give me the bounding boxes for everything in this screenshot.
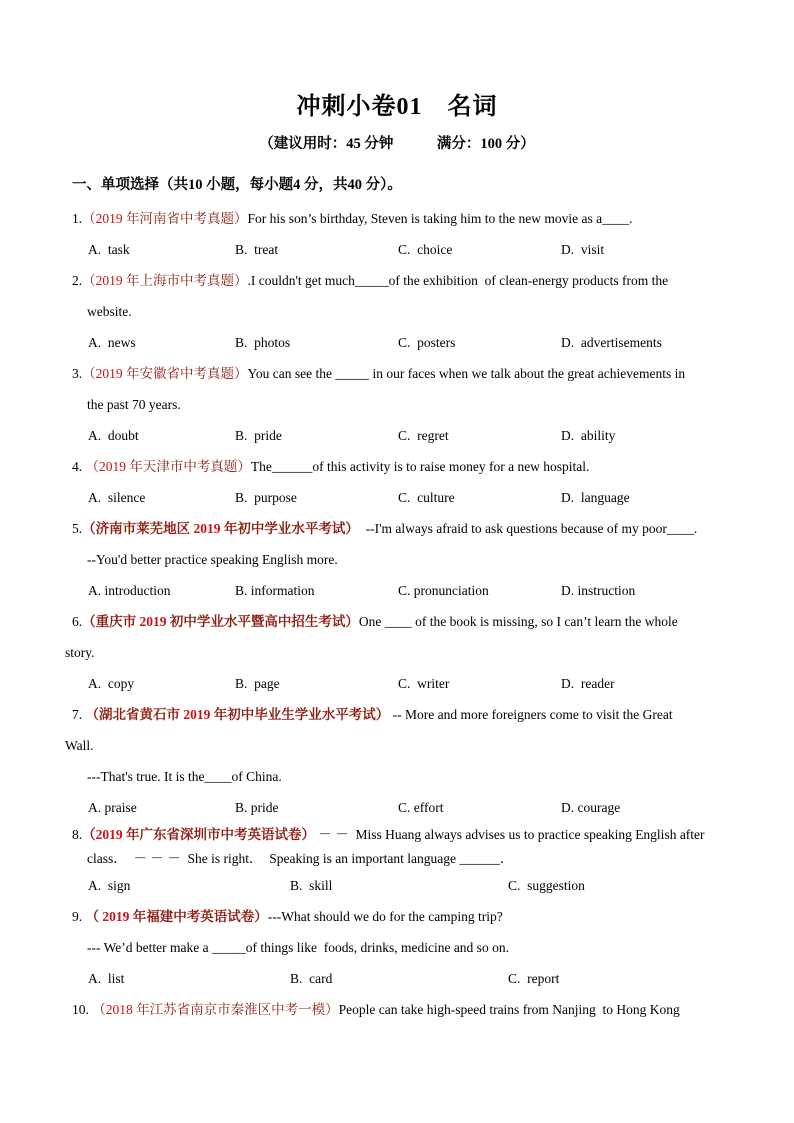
options-row xyxy=(72,482,738,513)
option-b: B. photos xyxy=(235,335,291,350)
source-post: 年河南省中考真题） xyxy=(122,211,248,226)
question-source xyxy=(82,366,247,381)
question-line xyxy=(72,358,738,389)
option-d: D. advertisements xyxy=(561,335,662,350)
question-number: 6. xyxy=(72,614,83,629)
question-line xyxy=(72,451,738,482)
question-source xyxy=(82,521,359,536)
source-post: 年初中毕业生学业水平考试） xyxy=(210,707,390,722)
source-pre: （重庆市 xyxy=(82,614,140,629)
option-c: C. writer xyxy=(398,676,450,691)
option-a: A. introduction xyxy=(88,583,171,598)
option-c: C. report xyxy=(508,971,560,986)
question-source xyxy=(86,707,390,722)
option-c: C. choice xyxy=(398,242,453,257)
question-line xyxy=(72,823,738,847)
question-stem: For his son’s birthday, Steven is taking him to the new movie as a____. xyxy=(247,211,633,226)
option-d: D. courage xyxy=(561,800,621,815)
question-5 xyxy=(72,513,738,606)
question-stem: You can see the _____ in our faces when we talk about the great achievements in xyxy=(247,366,686,381)
question-source xyxy=(82,211,247,226)
source-year: 2019 xyxy=(183,707,211,722)
source-post: 年初中学业水平考试） xyxy=(220,521,359,536)
source-year: 2019 xyxy=(99,459,126,474)
question-line xyxy=(72,994,738,1025)
option-b: B. page xyxy=(235,676,280,691)
question-10 xyxy=(72,994,738,1025)
options-row xyxy=(72,792,738,823)
question-4 xyxy=(72,451,738,513)
options-row xyxy=(72,420,738,451)
continuation-line: website. xyxy=(87,304,132,319)
question-2 xyxy=(72,265,738,358)
question-stem: -- More and more foreigners come to visit the Great xyxy=(389,707,673,722)
option-a: A. praise xyxy=(88,800,137,815)
option-b: B. treat xyxy=(235,242,279,257)
option-b: B. pride xyxy=(235,428,282,443)
options-row xyxy=(72,234,738,265)
page-header xyxy=(0,0,794,154)
source-pre: （ xyxy=(82,827,96,842)
option-b: B. information xyxy=(235,583,315,598)
source-year: 2019 xyxy=(95,827,123,842)
source-year: 2019 xyxy=(95,366,123,381)
source-post: 年广东省深圳市中考英语试卷） xyxy=(122,827,315,842)
question-8 xyxy=(72,823,738,901)
question-stem: People can take high-speed trains from Nanjing to Hong Kong xyxy=(338,1002,680,1017)
continuation-line: --- We’d better make a _____of things like foods, drinks, medicine and so on. xyxy=(87,940,509,955)
question-number: 2. xyxy=(72,273,83,288)
option-b: B. purpose xyxy=(235,490,297,505)
continuation-line: ---That's true. It is the____of China. xyxy=(87,769,282,784)
source-post: 年福建中考英语试卷） xyxy=(129,909,268,924)
source-pre: （ xyxy=(92,1002,106,1017)
option-a: A. silence xyxy=(88,490,146,505)
question-source xyxy=(82,273,247,288)
question-source xyxy=(86,909,268,924)
question-number: 5. xyxy=(72,521,83,536)
source-pre: （ xyxy=(82,366,96,381)
continuation-line: Wall. xyxy=(65,738,94,753)
option-d: D. ability xyxy=(561,428,616,443)
source-post: 初中学业水平暨高中招生考试） xyxy=(166,614,359,629)
question-line xyxy=(72,513,738,544)
question-stem: － － Miss Huang always advises us to practice speaking English after xyxy=(315,827,705,842)
continuation-line: --You'd better practice speaking English more. xyxy=(87,552,338,567)
option-c: C. effort xyxy=(398,800,444,815)
question-6 xyxy=(65,606,738,699)
question-number: 9. xyxy=(72,909,86,924)
source-post: 年安徽省中考真题） xyxy=(122,366,248,381)
source-post: 年天津市中考真题） xyxy=(126,459,251,474)
question-1 xyxy=(72,203,738,265)
question-source xyxy=(92,1002,338,1017)
option-d: D. reader xyxy=(561,676,615,691)
source-pre: （济南市莱芜地区 xyxy=(82,521,194,536)
option-a: A. news xyxy=(88,335,136,350)
option-a: A. list xyxy=(88,971,125,986)
source-post: 年上海市中考真题） xyxy=(122,273,248,288)
source-pre: （ xyxy=(82,273,96,288)
option-c: C. pronunciation xyxy=(398,583,489,598)
options-row xyxy=(72,327,738,358)
question-stem: ---What should we do for the camping trip? xyxy=(267,909,503,924)
question-line xyxy=(72,265,738,296)
option-c: C. culture xyxy=(398,490,455,505)
page-content xyxy=(65,176,738,1025)
options-row xyxy=(72,668,738,699)
option-d: D. visit xyxy=(561,242,605,257)
options-row xyxy=(72,963,738,994)
source-year: 2019 xyxy=(193,521,221,536)
question-source xyxy=(82,827,315,842)
question-stem: --I'm always afraid to ask questions because of my poor____. xyxy=(358,521,698,536)
source-year: 2018 xyxy=(105,1002,133,1017)
source-pre: （ xyxy=(85,459,99,474)
continuation-line: class． － － － She is right． Speaking is an important language ______． xyxy=(87,851,514,866)
option-b: B. pride xyxy=(235,800,279,815)
page-title: 冲刺小卷01 名词 xyxy=(296,94,498,120)
source-year: 2019 xyxy=(139,614,167,629)
question-stem: One ____ of the book is missing, so I can’t learn the whole xyxy=(358,614,678,629)
question-number: 10. xyxy=(72,1002,93,1017)
source-year: 2019 xyxy=(102,909,130,924)
question-number: 1. xyxy=(72,211,83,226)
page-subtitle: （建议用时：45 分钟 满分：100 分） xyxy=(259,136,535,152)
question-number: 7. xyxy=(72,707,86,722)
question-line xyxy=(72,699,738,730)
continuation-line: story. xyxy=(65,645,95,660)
options-row xyxy=(72,871,738,901)
option-a: A. task xyxy=(88,242,130,257)
option-b: B. card xyxy=(290,971,333,986)
source-post: 年江苏省南京市秦淮区中考一模） xyxy=(132,1002,339,1017)
option-a: A. sign xyxy=(88,878,131,893)
option-b: B. skill xyxy=(290,878,333,893)
question-9 xyxy=(72,901,738,994)
option-d: D. instruction xyxy=(561,583,636,598)
question-number: 4. xyxy=(72,459,86,474)
option-a: A. doubt xyxy=(88,428,139,443)
question-stem: The______of this activity is to raise money for a new hospital. xyxy=(250,459,590,474)
question-number: 8. xyxy=(72,827,83,842)
question-source xyxy=(86,459,251,474)
section-heading: 一、单项选择（共10 小题，每小题4 分，共40 分）。 xyxy=(72,177,402,193)
question-line xyxy=(72,203,738,234)
option-c: C. posters xyxy=(398,335,456,350)
question-line xyxy=(72,606,738,637)
source-pre: （ xyxy=(82,211,96,226)
question-stem: .I couldn't get much_____of the exhibition of clean-energy products from the xyxy=(247,273,669,288)
source-year: 2019 xyxy=(95,211,123,226)
question-line xyxy=(72,901,738,932)
option-a: A. copy xyxy=(88,676,135,691)
source-pre: （ xyxy=(85,909,103,924)
option-d: D. language xyxy=(561,490,630,505)
question-number: 3. xyxy=(72,366,83,381)
question-source xyxy=(82,614,359,629)
source-pre: （湖北省黄石市 xyxy=(85,707,184,722)
continuation-line: the past 70 years. xyxy=(87,397,181,412)
source-year: 2019 xyxy=(95,273,123,288)
option-c: C. suggestion xyxy=(508,878,585,893)
options-row xyxy=(72,575,738,606)
question-3 xyxy=(72,358,738,451)
question-7 xyxy=(65,699,738,823)
option-c: C. regret xyxy=(398,428,449,443)
